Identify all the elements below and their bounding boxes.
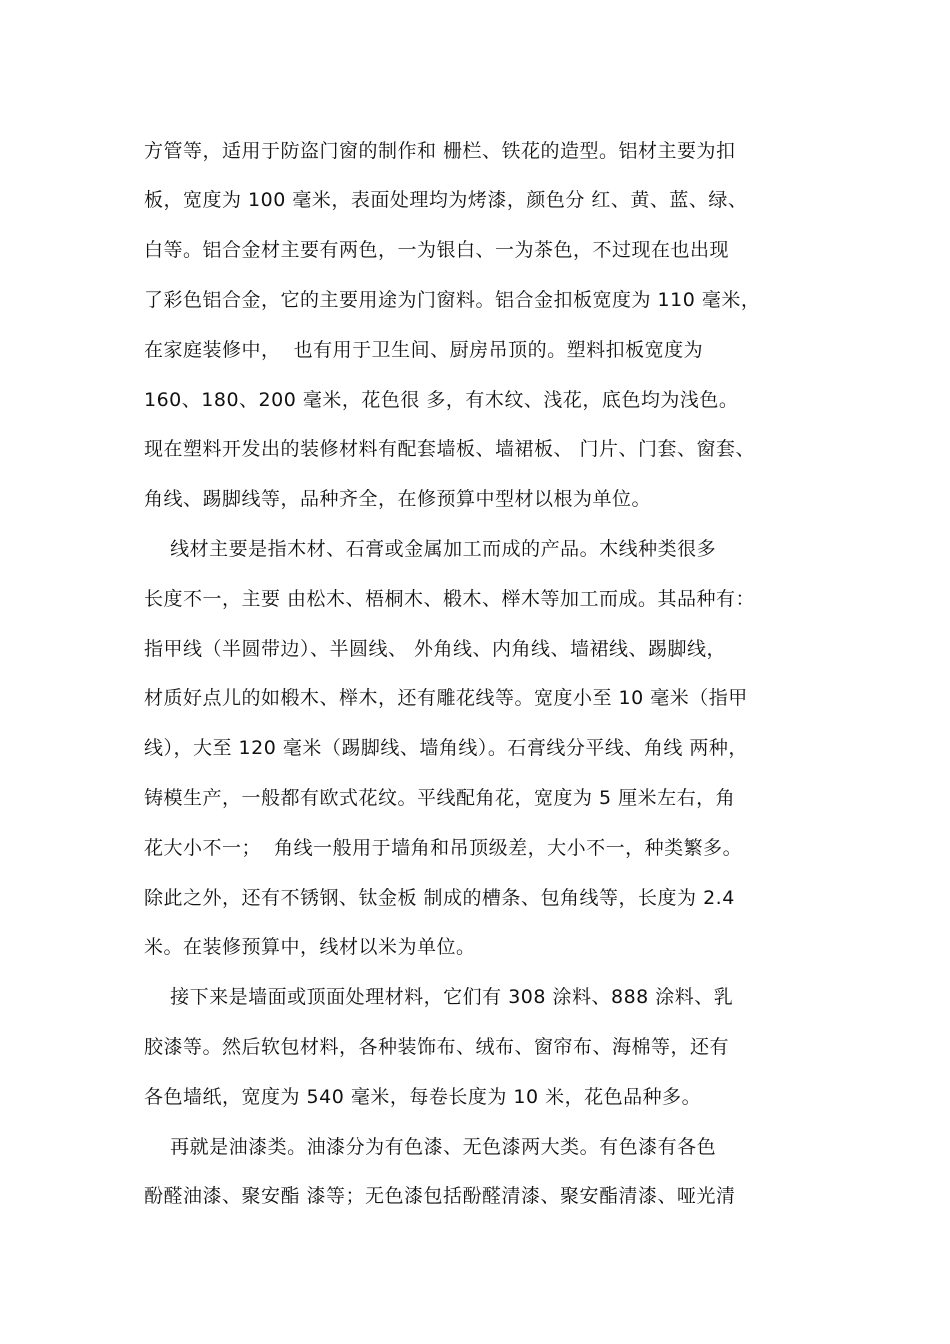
text-line: 花大小不一； 角线一般用于墙角和吊顶级差，大小不一，种类繁多。 [144, 837, 743, 859]
text-line: 现在塑料开发出的装修材料有配套墙板、墙裙板、 门片、门套、窗套、 [144, 438, 756, 460]
text-line: 米。在装修预算中，线材以米为单位。 [144, 936, 476, 958]
text-line: 方管等，适用于防盗门窗的制作和 栅栏、铁花的造型。铝材主要为扣 [144, 140, 736, 162]
text-line: 角线、踢脚线等，品种齐全，在修预算中型材以根为单位。 [144, 488, 652, 510]
text-line: 除此之外，还有不锈钢、钛金板 制成的槽条、包角线等，长度为 2.4 [144, 887, 735, 909]
text-line: 酚醛油漆、聚安酯 漆等；无色漆包括酚醛清漆、聚安酯清漆、哑光清 [144, 1185, 736, 1207]
text-line: 材质好点儿的如椴木、榉木，还有雕花线等。宽度小至 10 毫米（指甲 [144, 687, 748, 709]
text-line: 板，宽度为 100 毫米，表面处理均为烤漆，颜色分 红、黄、蓝、绿、 [144, 189, 748, 211]
text-line: 了彩色铝合金，它的主要用途为门窗料。铝合金扣板宽度为 110 毫米， [144, 289, 761, 311]
text-line: 铸模生产，一般都有欧式花纹。平线配角花，宽度为 5 厘米左右，角 [144, 787, 736, 809]
paragraph-start-line: 接下来是墙面或顶面处理材料，它们有 308 涂料、888 涂料、乳 [144, 986, 734, 1008]
text-line: 指甲线（半圆带边）、半圆线、 外角线、内角线、墙裙线、踢脚线， [144, 638, 727, 660]
paragraph-start-line: 再就是油漆类。油漆分为有色漆、无色漆两大类。有色漆有各色 [144, 1136, 717, 1158]
text-line: 白等。铝合金材主要有两色，一为银白、一为茶色，不过现在也出现 [144, 239, 730, 261]
text-line: 长度不一，主要 由松木、梧桐木、椴木、榉木等加工而成。其品种有： [144, 588, 756, 610]
text-line: 在家庭装修中， 也有用于卫生间、厨房吊顶的。塑料扣板宽度为 [144, 339, 704, 361]
text-line: 胶漆等。然后软包材料，各种装饰布、绒布、窗帘布、海棉等，还有 [144, 1036, 730, 1058]
text-line: 160、180、200 毫米，花色很 多，有木纹、浅花，底色均为浅色。 [144, 389, 739, 411]
text-line: 线），大至 120 毫米（踢脚线、墙角线）。石膏线分平线、角线 两种， [144, 737, 748, 759]
text-line: 各色墙纸，宽度为 540 毫米，每卷长度为 10 米，花色品种多。 [144, 1086, 702, 1108]
paragraph-start-line: 线材主要是指木材、石膏或金属加工而成的产品。木线种类很多 [144, 538, 717, 560]
